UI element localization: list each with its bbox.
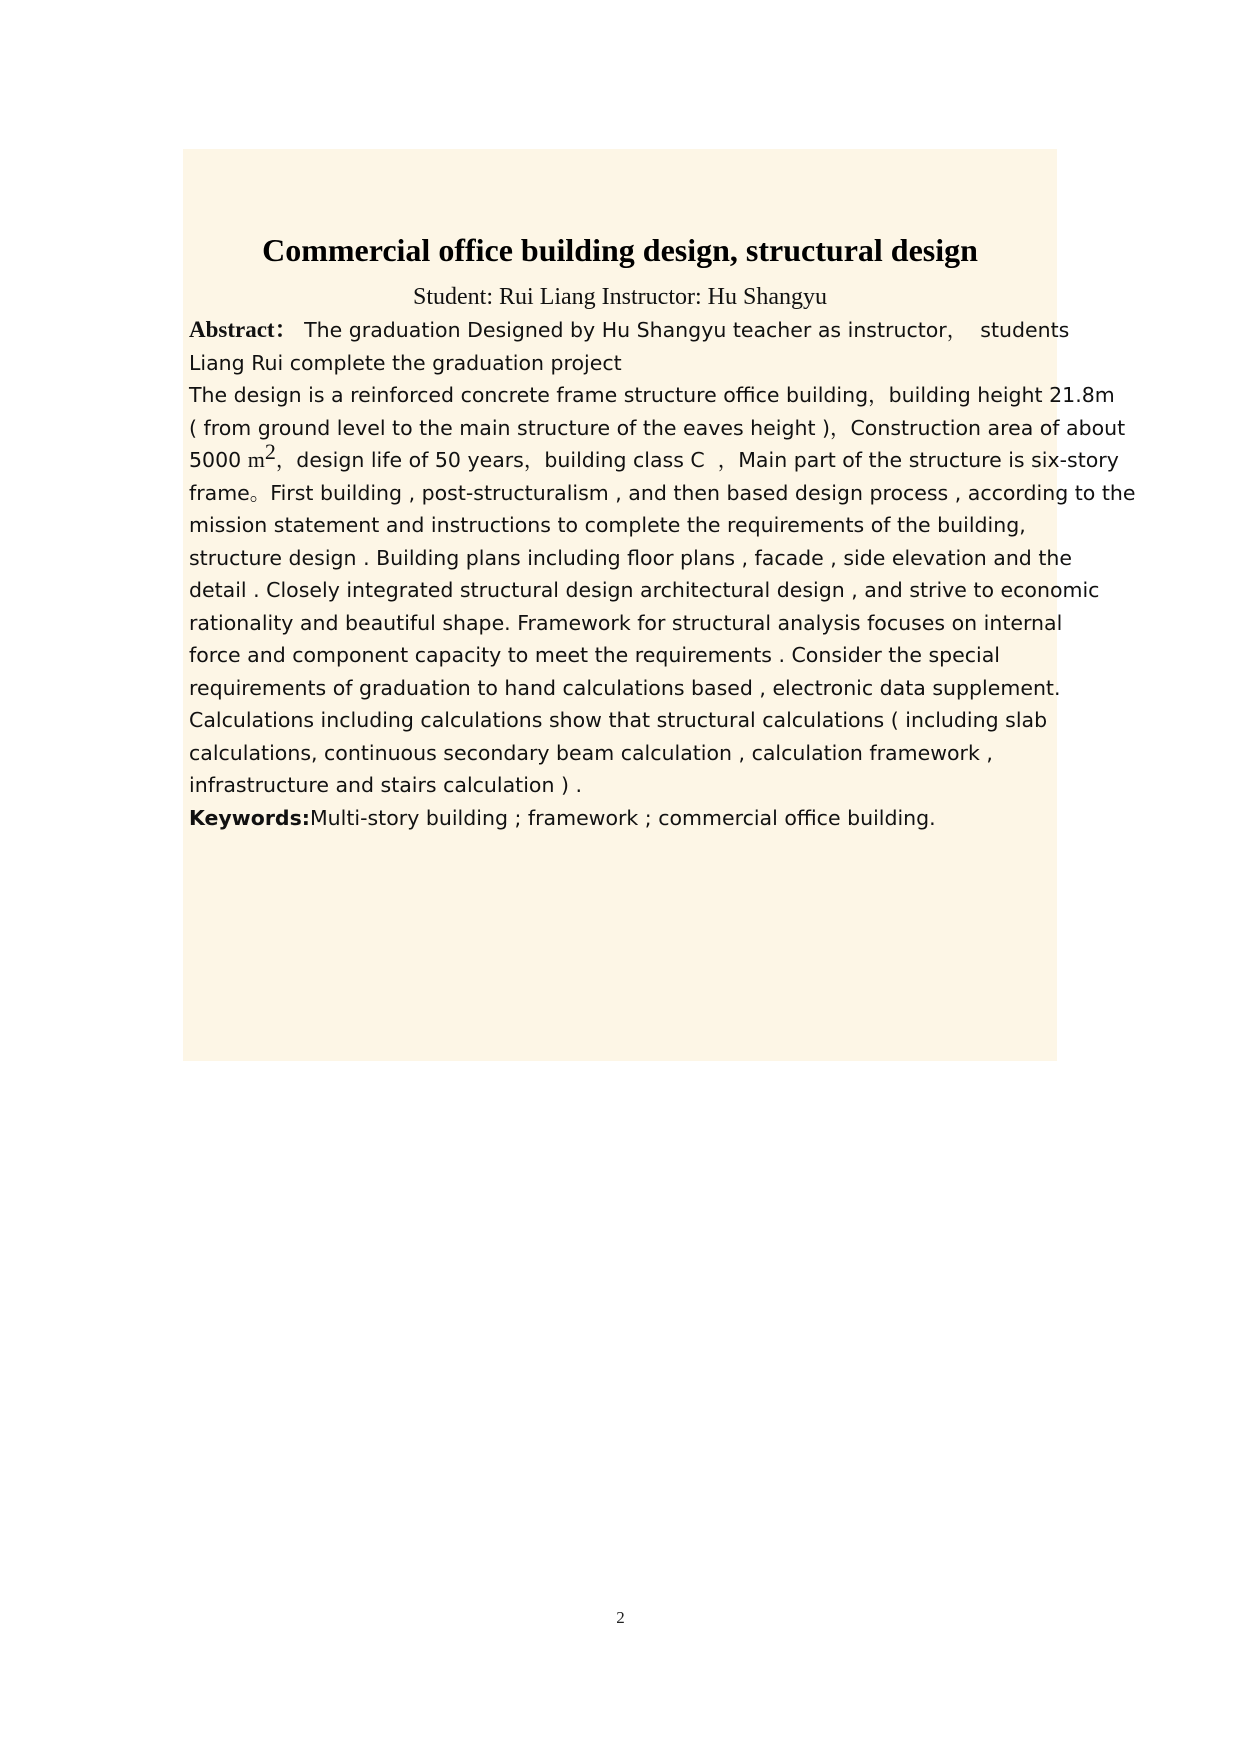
abstract-body (189, 314, 1136, 834)
abstract-line-text: ，design life of 50 years，building class C ，Main part of the structure is six-story (275, 448, 1119, 472)
abstract-line (189, 439, 1119, 477)
abstract-line (189, 314, 1069, 347)
author-line: Student: Rui Liang Instructor: Hu Shangyu (413, 284, 827, 310)
abstract-line: Calculations including calculations show that structural calculations ( including slab (189, 708, 1048, 732)
keywords-text: Multi-story building ; framework ; commercial office building. (310, 805, 936, 830)
abstract-line: calculations, continuous secondary beam calculation , calculation framework , (189, 740, 993, 765)
abstract-line-text: The graduation Designed by Hu Shangyu teacher as instructor， students (297, 318, 1070, 342)
abstract-line: detail . Closely integrated structural design architectural design , and strive to economic (189, 578, 1100, 602)
abstract-line: The design is a reinforced concrete frame structure office building，building height 21.8m (189, 383, 1115, 407)
abstract-line: Liang Rui complete the graduation project (189, 350, 622, 375)
abstract-line: mission statement and instructions to complete the requirements of the building, (189, 513, 1026, 537)
abstract-line: frame。First building , post-structuralism , and then based design process , according to the (189, 480, 1136, 505)
area-value: 5000 (189, 448, 248, 472)
abstract-label: Abstract： (189, 317, 298, 342)
keywords-line (189, 802, 1069, 835)
abstract-line: infrastructure and stairs calculation ) . (189, 773, 582, 797)
keywords-label: Keywords: (189, 805, 310, 830)
abstract-line: ( from ground level to the main structure of the eaves height )，Construction area of about (189, 415, 1126, 440)
document-title: Commercial office building design, structural design (262, 232, 978, 268)
abstract-line: requirements of graduation to hand calculations based , electronic data supplement. (189, 675, 1061, 700)
abstract-line: rationality and beautiful shape. Framework for structural analysis focuses on internal (189, 610, 1063, 635)
abstract-line: structure design . Building plans including floor plans , facade , side elevation and the (189, 545, 1072, 570)
page-number: 2 (616, 1608, 625, 1627)
abstract-line: force and component capacity to meet the requirements . Consider the special (189, 643, 1000, 667)
area-exponent: 2 (264, 439, 276, 464)
area-unit: m (247, 447, 265, 472)
